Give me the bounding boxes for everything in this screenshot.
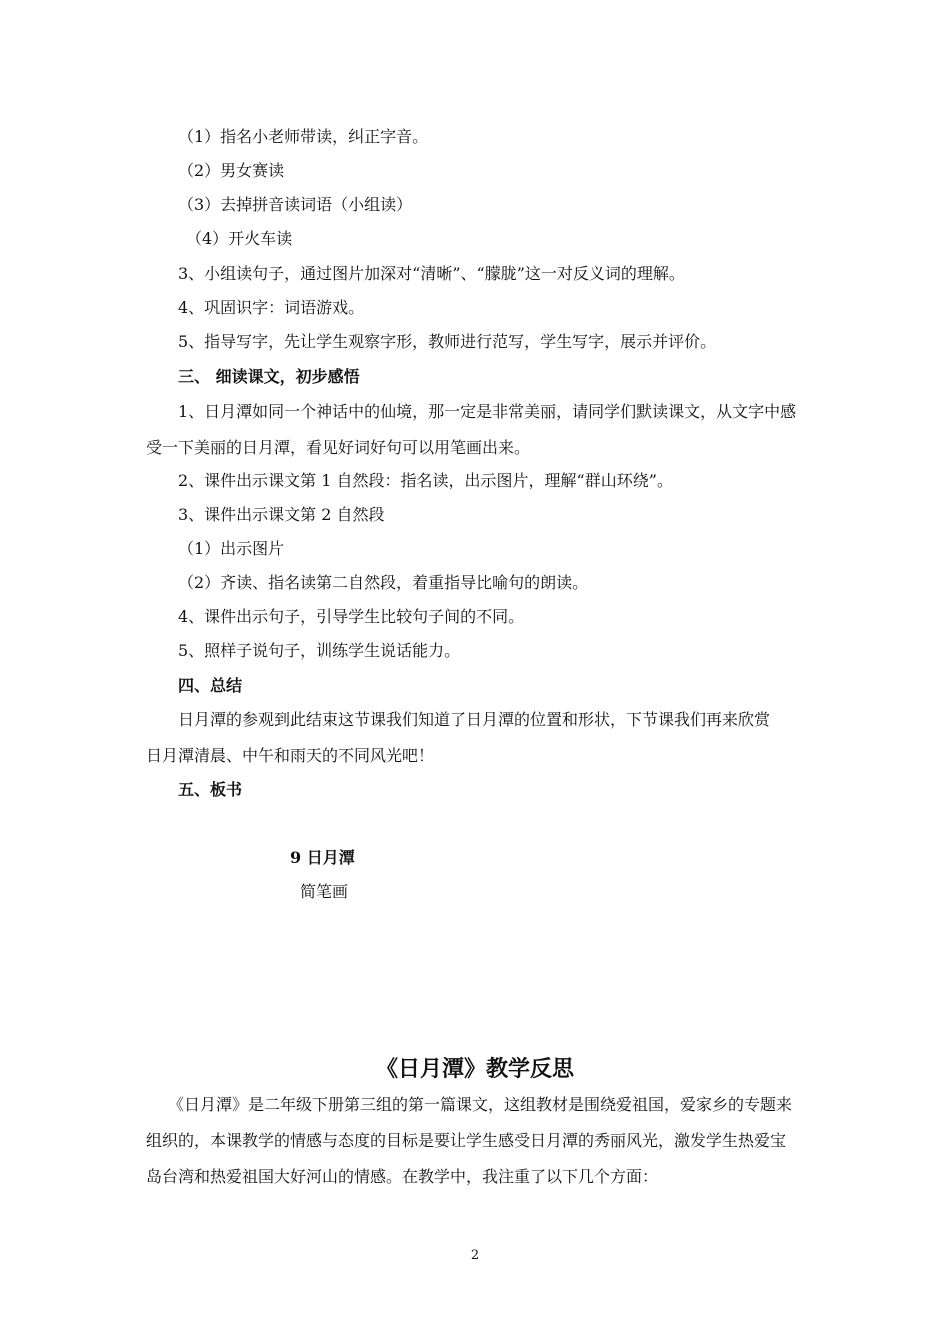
blackboard-note: 简笔画 [300,882,349,901]
text-line: （3）去掉拼音读词语（小组读） [178,195,413,214]
text-line: （4）开火车读 [186,229,293,248]
text-line: （2）男女赛读 [178,161,285,180]
text-line: 3、课件出示课文第 2 自然段 [178,505,385,524]
reflection-line: 岛台湾和热爱祖国大好河山的情感。在教学中，我注重了以下几个方面： [146,1167,659,1186]
text-line: 1、日月潭如同一个神话中的仙境，那一定是非常美丽，请同学们默读课文，从文字中感 [178,402,797,421]
text-line: （1）出示图片 [178,539,285,558]
text-line: 3、小组读句子，通过图片加深对“清晰”、“朦胧”这一对反义词的理解。 [178,264,685,283]
text-line: 2、课件出示课文第 1 自然段：指名读，出示图片，理解“群山环绕”。 [178,471,673,490]
text-line: 4、课件出示句子，引导学生比较句子间的不同。 [178,607,525,626]
text-line: 5、照样子说句子，训练学生说话能力。 [178,641,461,660]
blackboard-title: 9 日月潭 [290,848,355,867]
text-line: 受一下美丽的日月潭，看见好词好句可以用笔画出来。 [146,438,531,457]
reflection-title: 《日月潭》教学反思 [375,1057,574,1082]
text-line: （1）指名小老师带读，纠正字音。 [178,127,429,146]
section-heading: 四、总结 [178,676,243,695]
reflection-line: 组织的，本课教学的情感与态度的目标是要让学生感受日月潭的秀丽风光，激发学生热爱宝 [146,1131,787,1150]
text-line: 4、巩固识字：词语游戏。 [178,298,365,317]
reflection-line: 《日月潭》是二年级下册第三组的第一篇课文，这组教材是围绕爱祖国，爱家乡的专题来 [168,1095,793,1114]
section-heading: 五、板书 [178,780,243,799]
text-line: 日月潭的参观到此结束这节课我们知道了日月潭的位置和形状，下节课我们再来欣赏 [178,710,771,729]
section-heading: 三、 细读课文，初步感悟 [178,367,360,386]
page-number: 2 [470,1248,480,1263]
text-line: 5、指导写字，先让学生观察字形，教师进行范写，学生写字，展示并评价。 [178,332,717,351]
text-line: （2）齐读、指名读第二自然段，着重指导比喻句的朗读。 [178,573,589,592]
text-line: 日月潭清晨、中午和雨天的不同风光吧！ [146,746,435,765]
